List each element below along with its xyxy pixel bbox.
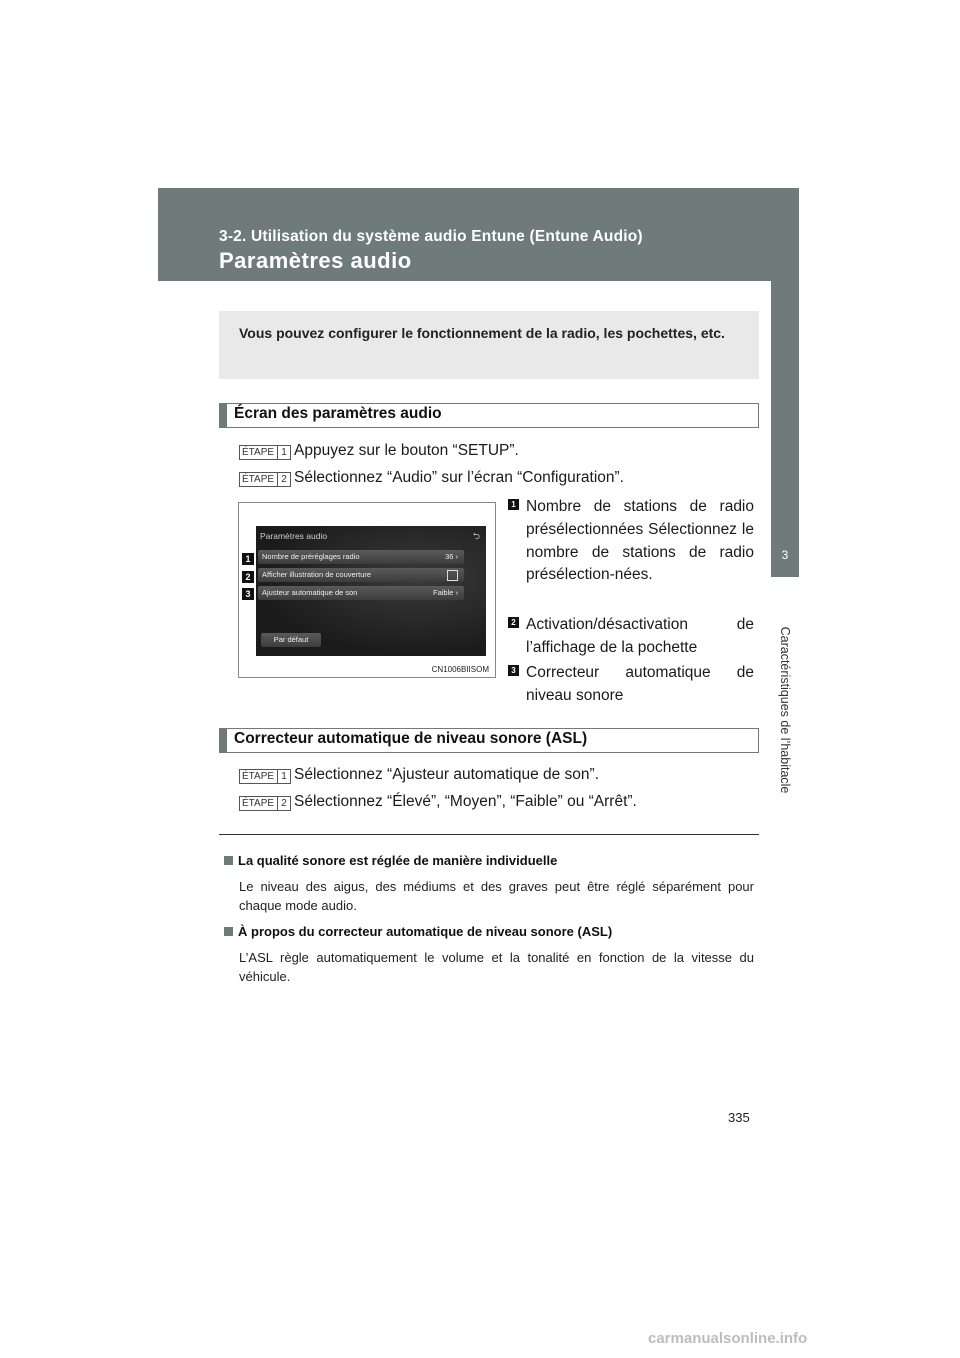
step-row (239, 469, 759, 491)
legend-text: Activation/désactivation de l’affichage de la pochette (526, 616, 754, 656)
watermark: carmanualsonline.info (648, 1330, 808, 1347)
side-tab-label (770, 590, 800, 830)
legend-item-3 (508, 662, 754, 710)
note-body: Le niveau des aigus, des médiums et des graves peut être réglé séparément pour chaque mode audio. (239, 879, 754, 913)
audio-settings-screenshot (238, 502, 496, 678)
figure-code: CN1006BIISOM (431, 665, 489, 674)
row-label: Afficher illustration de couverture (262, 570, 372, 579)
side-tab-number: 3 (771, 545, 799, 577)
legend-marker: 1 (508, 499, 519, 510)
screen-row-presets (258, 550, 464, 564)
screen-row-asl (258, 586, 464, 600)
intro-text: Vous pouvez configurer le fonctionnement de la radio, les pochettes, etc. (239, 325, 725, 341)
note-heading-text: À propos du correcteur automatique de niveau sonore (ASL) (238, 924, 613, 939)
row-label: Ajusteur automatique de son (262, 588, 358, 597)
note-heading-text: La qualité sonore est réglée de manière individuelle (238, 853, 558, 868)
step-badge (239, 472, 291, 487)
section-title: Écran des paramètres audio (234, 405, 442, 422)
callout-1: 1 (242, 553, 254, 565)
legend-marker: 3 (508, 665, 519, 676)
step-number: 2 (277, 473, 290, 486)
note-heading (224, 853, 557, 868)
note-heading (224, 924, 612, 939)
back-arrow-icon: ⮌ (472, 531, 480, 541)
step-number: 1 (277, 770, 290, 783)
display-screen (256, 526, 486, 656)
step-row (239, 766, 759, 788)
step-number: 2 (277, 797, 290, 810)
step-text: Sélectionnez “Ajusteur automatique de son”. (294, 766, 600, 783)
square-bullet-icon (224, 856, 233, 865)
side-tab (771, 188, 799, 546)
section-title: Correcteur automatique de niveau sonore (ASL) (234, 730, 588, 747)
row-value: Faible › (432, 588, 458, 597)
step-badge (239, 796, 291, 811)
callout-2: 2 (242, 571, 254, 583)
step-text: Sélectionnez “Élevé”, “Moyen”, “Faible” ou “Arrêt”. (294, 793, 637, 810)
note-body: L’ASL règle automatiquement le volume et la tonalité en fonction de la vitesse du véhicule. (239, 950, 754, 984)
section-bar (220, 404, 227, 427)
page-title: Paramètres audio (219, 248, 412, 273)
intro-box (219, 311, 759, 379)
step-row (239, 442, 759, 464)
divider (219, 834, 759, 835)
step-row (239, 793, 759, 815)
square-bullet-icon (224, 927, 233, 936)
section-header-asl (219, 728, 759, 753)
section-breadcrumb: 3-2. Utilisation du système audio Entune (Entune Audio) (219, 228, 643, 245)
legend-text: Correcteur automatique de niveau sonore (526, 664, 754, 704)
checkbox-icon (447, 570, 458, 581)
step-text: Sélectionnez “Audio” sur l’écran “Configuration”. (294, 469, 624, 486)
row-value: 36 › (445, 552, 458, 561)
legend-text: Nombre de stations de radio présélectionnées Sélectionnez le nombre de stations de radio présélection-nées. (526, 498, 754, 584)
page-number: 335 (728, 1110, 750, 1125)
legend-item-1 (508, 496, 754, 612)
screen-title: Paramètres audio (260, 531, 328, 541)
callout-3: 3 (242, 588, 254, 600)
legend-marker: 2 (508, 617, 519, 628)
chapter-header (158, 188, 799, 281)
step-number: 1 (277, 446, 290, 459)
screen-reset-button: Par défaut (261, 633, 321, 647)
step-text: Appuyez sur le bouton “SETUP”. (294, 442, 519, 459)
step-word: ÉTAPE (242, 798, 275, 809)
section-bar (220, 729, 227, 752)
section-header-audio-screen (219, 403, 759, 428)
step-word: ÉTAPE (242, 771, 275, 782)
step-badge (239, 445, 291, 460)
legend-item-2 (508, 614, 754, 662)
row-label: Nombre de préréglages radio (262, 552, 360, 561)
side-tab-label-text: Caractéristiques de l’habitacle (778, 626, 792, 794)
step-word: ÉTAPE (242, 447, 275, 458)
step-badge (239, 769, 291, 784)
step-word: ÉTAPE (242, 474, 275, 485)
screen-row-cover-art (258, 568, 464, 582)
